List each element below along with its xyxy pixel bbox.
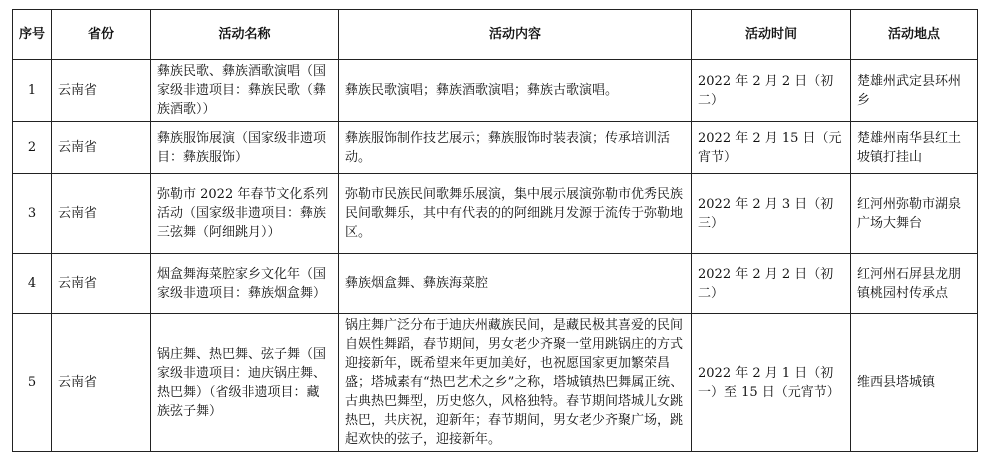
- cell-province: 云南省: [52, 314, 151, 452]
- header-time: 活动时间: [692, 10, 851, 60]
- cell-time: 2022 年 2 月 2 日（初二）: [692, 254, 851, 314]
- cell-name: 弥勒市 2022 年春节文化系列活动（国家级非遗项目：彝族三弦舞（阿细跳月））: [151, 174, 339, 254]
- cell-content: 彝族服饰制作技艺展示；彝族服饰时装表演；传承培训活动。: [339, 122, 692, 174]
- cell-name: 烟盒舞海菜腔家乡文化年（国家级非遗项目：彝族烟盒舞）: [151, 254, 339, 314]
- table-row: [13, 122, 978, 174]
- cell-province: 云南省: [52, 254, 151, 314]
- cell-seq: 4: [13, 254, 52, 314]
- cell-time: 2022 年 2 月 3 日（初三）: [692, 174, 851, 254]
- cell-place: 红河州石屏县龙朋镇桃园村传承点: [851, 254, 978, 314]
- header-place: 活动地点: [851, 10, 978, 60]
- cell-seq: 1: [13, 60, 52, 122]
- cell-time: 2022 年 2 月 1 日（初一）至 15 日（元宵节）: [692, 314, 851, 452]
- cell-time: 2022 年 2 月 2 日（初二）: [692, 60, 851, 122]
- cell-place: 维西县塔城镇: [851, 314, 978, 452]
- table-row: [13, 60, 978, 122]
- table-row: [13, 254, 978, 314]
- cell-content: 锅庄舞广泛分布于迪庆州藏族民间，是藏民极其喜爱的民间自娱性舞蹈，春节期间，男女老少齐聚一堂用跳锅庄的方式迎接新年，既希望来年更加美好，也祝愿国家更加繁荣昌盛；塔城素有“热巴艺术之乡”之称，塔城镇热巴舞属正统、古典热巴舞型，历史悠久，风格独特。春节期间塔城儿女跳热巴，共庆祝，迎新年；春节期间，男女老少齐聚广场，跳起欢快的弦子，迎接新年。: [339, 314, 692, 452]
- header-content: 活动内容: [339, 10, 692, 60]
- cell-content: 彝族烟盒舞、彝族海菜腔: [339, 254, 692, 314]
- header-name: 活动名称: [151, 10, 339, 60]
- cell-name: 彝族服饰展演（国家级非遗项目：彝族服饰）: [151, 122, 339, 174]
- header-province: 省份: [52, 10, 151, 60]
- cell-time: 2022 年 2 月 15 日（元宵节）: [692, 122, 851, 174]
- cell-province: 云南省: [52, 60, 151, 122]
- cell-province: 云南省: [52, 122, 151, 174]
- events-table: [12, 9, 978, 452]
- cell-place: 红河州弥勒市湖泉广场大舞台: [851, 174, 978, 254]
- cell-seq: 3: [13, 174, 52, 254]
- cell-name: 彝族民歌、彝族酒歌演唱（国家级非遗项目：彝族民歌（彝族酒歌））: [151, 60, 339, 122]
- cell-place: 楚雄州武定县环州乡: [851, 60, 978, 122]
- cell-seq: 2: [13, 122, 52, 174]
- table-row: [13, 174, 978, 254]
- cell-name: 锅庄舞、热巴舞、弦子舞（国家级非遗项目：迪庆锅庄舞、热巴舞）（省级非遗项目：藏族弦子舞）: [151, 314, 339, 452]
- table-header-row: [13, 10, 978, 60]
- cell-province: 云南省: [52, 174, 151, 254]
- cell-place: 楚雄州南华县红土坡镇打挂山: [851, 122, 978, 174]
- header-seq: 序号: [13, 10, 52, 60]
- table-row: [13, 314, 978, 452]
- cell-content: 彝族民歌演唱；彝族酒歌演唱；彝族古歌演唱。: [339, 60, 692, 122]
- cell-content: 弥勒市民族民间歌舞乐展演，集中展示展演弥勒市优秀民族民间歌舞乐，其中有代表的的阿细跳月发源于流传于弥勒地区。: [339, 174, 692, 254]
- cell-seq: 5: [13, 314, 52, 452]
